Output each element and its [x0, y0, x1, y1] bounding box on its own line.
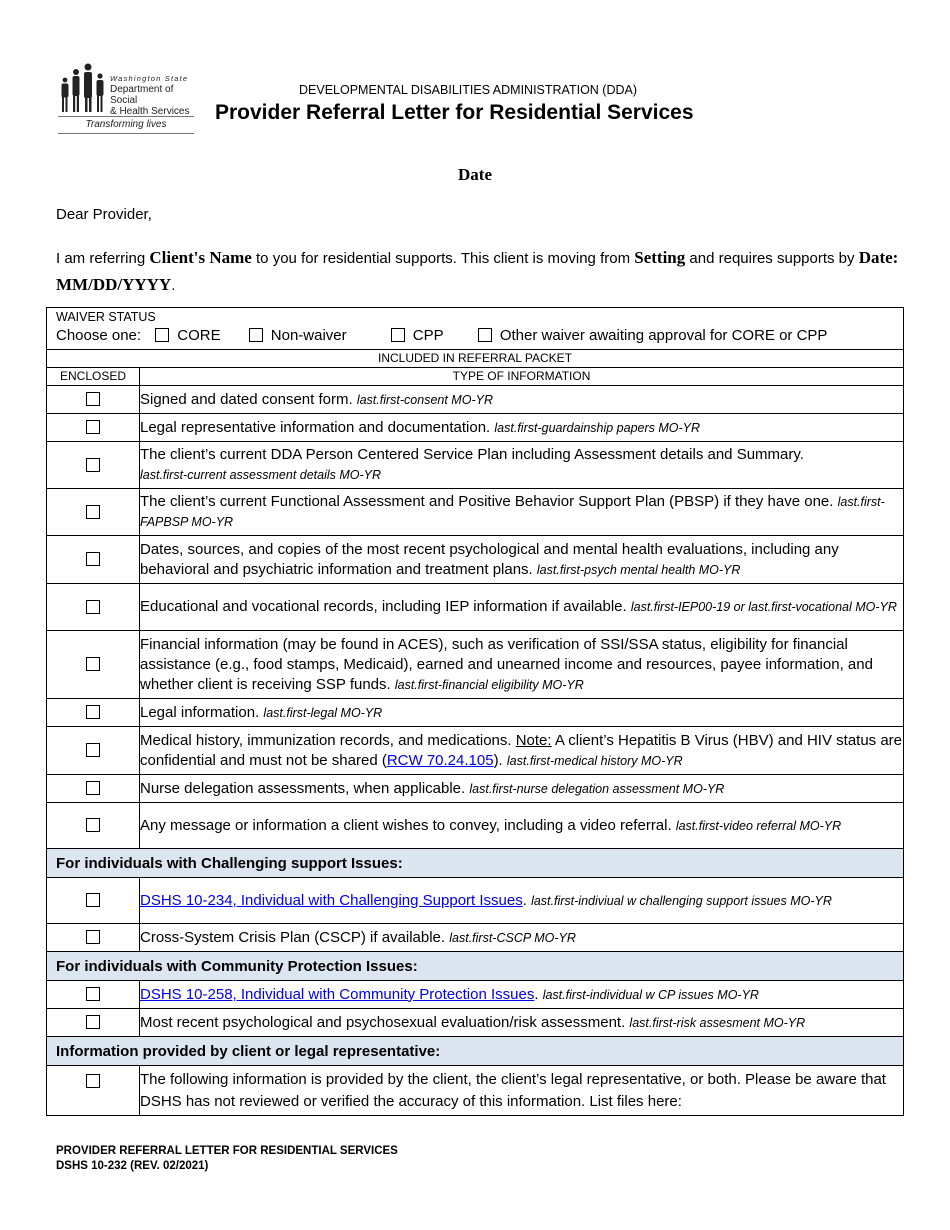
dshs-10-234-link[interactable]: DSHS 10-234, Individual with Challenging Support Issues: [140, 891, 523, 909]
section-community-protection: For individuals with Community Protection Issues:: [47, 952, 904, 981]
date-label: Date: [458, 165, 492, 184]
supports-date-field[interactable]: Date: MM/DD/YYYY: [56, 248, 899, 294]
logo-tagline: Transforming lives: [58, 116, 194, 134]
table-row: Most recent psychological and psychosexual evaluation/risk assessment. last.first-risk assesment MO-YR: [47, 1009, 904, 1037]
agency-name: DEVELOPMENTAL DISABILITIES ADMINISTRATION (DDA): [299, 83, 638, 97]
table-row: Any message or information a client wishes to convey, including a video referral. last.first-video referral MO-YR: [47, 803, 904, 849]
enclosed-checkbox[interactable]: [86, 420, 100, 434]
section-challenging-support: For individuals with Challenging support Issues:: [47, 849, 904, 878]
logo-department-text: Department of Social & Health Services: [110, 84, 190, 117]
section-client-provided: Information provided by client or legal representative:: [47, 1037, 904, 1066]
referral-form-table: [46, 307, 904, 1116]
choose-one-label: Choose one:: [56, 327, 142, 344]
table-row: Cross-System Crisis Plan (CSCP) if available. last.first-CSCP MO-YR: [47, 924, 904, 952]
footer-form-number: DSHS 10-232 (REV. 02/2021): [56, 1160, 209, 1172]
waiver-option-other[interactable]: Other waiver awaiting approval for CORE or CPP: [478, 327, 828, 344]
salutation: Dear Provider,: [56, 206, 152, 223]
checkbox[interactable]: [249, 328, 263, 342]
waiver-status-row: [47, 308, 904, 350]
enclosed-checkbox[interactable]: [86, 1074, 100, 1088]
waiver-option-non-waiver[interactable]: Non-waiver: [249, 327, 347, 344]
table-row: The client’s current Functional Assessment and Positive Behavior Support Plan (PBSP) if they have one. last.first-FAPBSP MO-YR: [47, 489, 904, 536]
table-row: Nurse delegation assessments, when applicable. last.first-nurse delegation assessment MO-YR: [47, 775, 904, 803]
packet-header: INCLUDED IN REFERRAL PACKET: [47, 350, 904, 368]
table-row: Financial information (may be found in ACES), such as verification of SSI/SSA status, eligibility for financial assistance (e.g., food stamps, Medicaid), earned and unearned income and resources, payee information, and whether client is receiving SSP funds. last.first-financial eligibility MO-YR: [47, 631, 904, 699]
enclosed-checkbox[interactable]: [86, 505, 100, 519]
client-name-field[interactable]: Client's Name: [149, 248, 252, 267]
enclosed-checkbox[interactable]: [86, 987, 100, 1001]
enclosed-checkbox[interactable]: [86, 600, 100, 614]
column-header-type: TYPE OF INFORMATION: [140, 368, 904, 386]
enclosed-checkbox[interactable]: [86, 552, 100, 566]
dshs-logo-icon: [58, 62, 106, 114]
waiver-option-core[interactable]: CORE: [155, 327, 220, 344]
enclosed-checkbox[interactable]: [86, 743, 100, 757]
waiver-status-label: WAIVER STATUS: [56, 310, 156, 324]
waiver-option-cpp[interactable]: CPP: [391, 327, 444, 344]
setting-field[interactable]: Setting: [634, 248, 686, 267]
enclosed-checkbox[interactable]: [86, 930, 100, 944]
enclosed-checkbox[interactable]: [86, 392, 100, 406]
table-row: DSHS 10-234, Individual with Challenging Support Issues. last.first-indiviual w challenging support issues MO-YR: [47, 878, 904, 924]
enclosed-checkbox[interactable]: [86, 458, 100, 472]
enclosed-checkbox[interactable]: [86, 657, 100, 671]
logo-state-text: Washington State: [110, 74, 189, 83]
column-header-enclosed: ENCLOSED: [47, 368, 140, 386]
table-row: Signed and dated consent form. last.first-consent MO-YR: [47, 386, 904, 414]
dshs-10-258-link[interactable]: DSHS 10-258, Individual with Community Protection Issues: [140, 985, 535, 1003]
checkbox[interactable]: [478, 328, 492, 342]
checkbox[interactable]: [155, 328, 169, 342]
enclosed-checkbox[interactable]: [86, 781, 100, 795]
footer: [56, 1144, 398, 1174]
table-row: The following information is provided by the client, the client’s legal representative, or both. Please be aware that DSHS has not reviewed or verified the accuracy of this information. List files here:: [47, 1066, 904, 1116]
table-row: The client’s current DDA Person Centered Service Plan including Assessment details and Summary. last.first-current assessment details MO-YR: [47, 442, 904, 489]
table-row: Dates, sources, and copies of the most recent psychological and mental health evaluations, including any behavioral and psychiatric information and treatment plans. last.first-psych mental health MO-YR: [47, 536, 904, 584]
enclosed-checkbox[interactable]: [86, 893, 100, 907]
table-row: Medical history, immunization records, and medications. Note: A client’s Hepatitis B Virus (HBV) and HIV status are confidential and must not be shared (RCW 70.24.105). last.first-medical history MO-YR: [47, 727, 904, 775]
footer-form-title: PROVIDER REFERRAL LETTER FOR RESIDENTIAL SERVICES: [56, 1145, 398, 1157]
table-row: Legal representative information and documentation. last.first-guardainship papers MO-YR: [47, 414, 904, 442]
dshs-logo: [58, 60, 194, 138]
intro-paragraph: I am referring Client's Name to you for residential supports. This client is moving from Setting and requires supports by Date: MM/DD/YYYY.: [56, 248, 899, 294]
table-row: Educational and vocational records, including IEP information if available. last.first-IEP00-19 or last.first-vocational MO-YR: [47, 584, 904, 631]
enclosed-checkbox[interactable]: [86, 818, 100, 832]
enclosed-checkbox[interactable]: [86, 705, 100, 719]
rcw-link[interactable]: RCW 70.24.105: [386, 751, 494, 769]
checkbox[interactable]: [391, 328, 405, 342]
page-title: Provider Referral Letter for Residential Services: [215, 101, 694, 124]
table-row: DSHS 10-258, Individual with Community Protection Issues. last.first-individual w CP issues MO-YR: [47, 981, 904, 1009]
table-row: Legal information. last.first-legal MO-YR: [47, 699, 904, 727]
enclosed-checkbox[interactable]: [86, 1015, 100, 1029]
